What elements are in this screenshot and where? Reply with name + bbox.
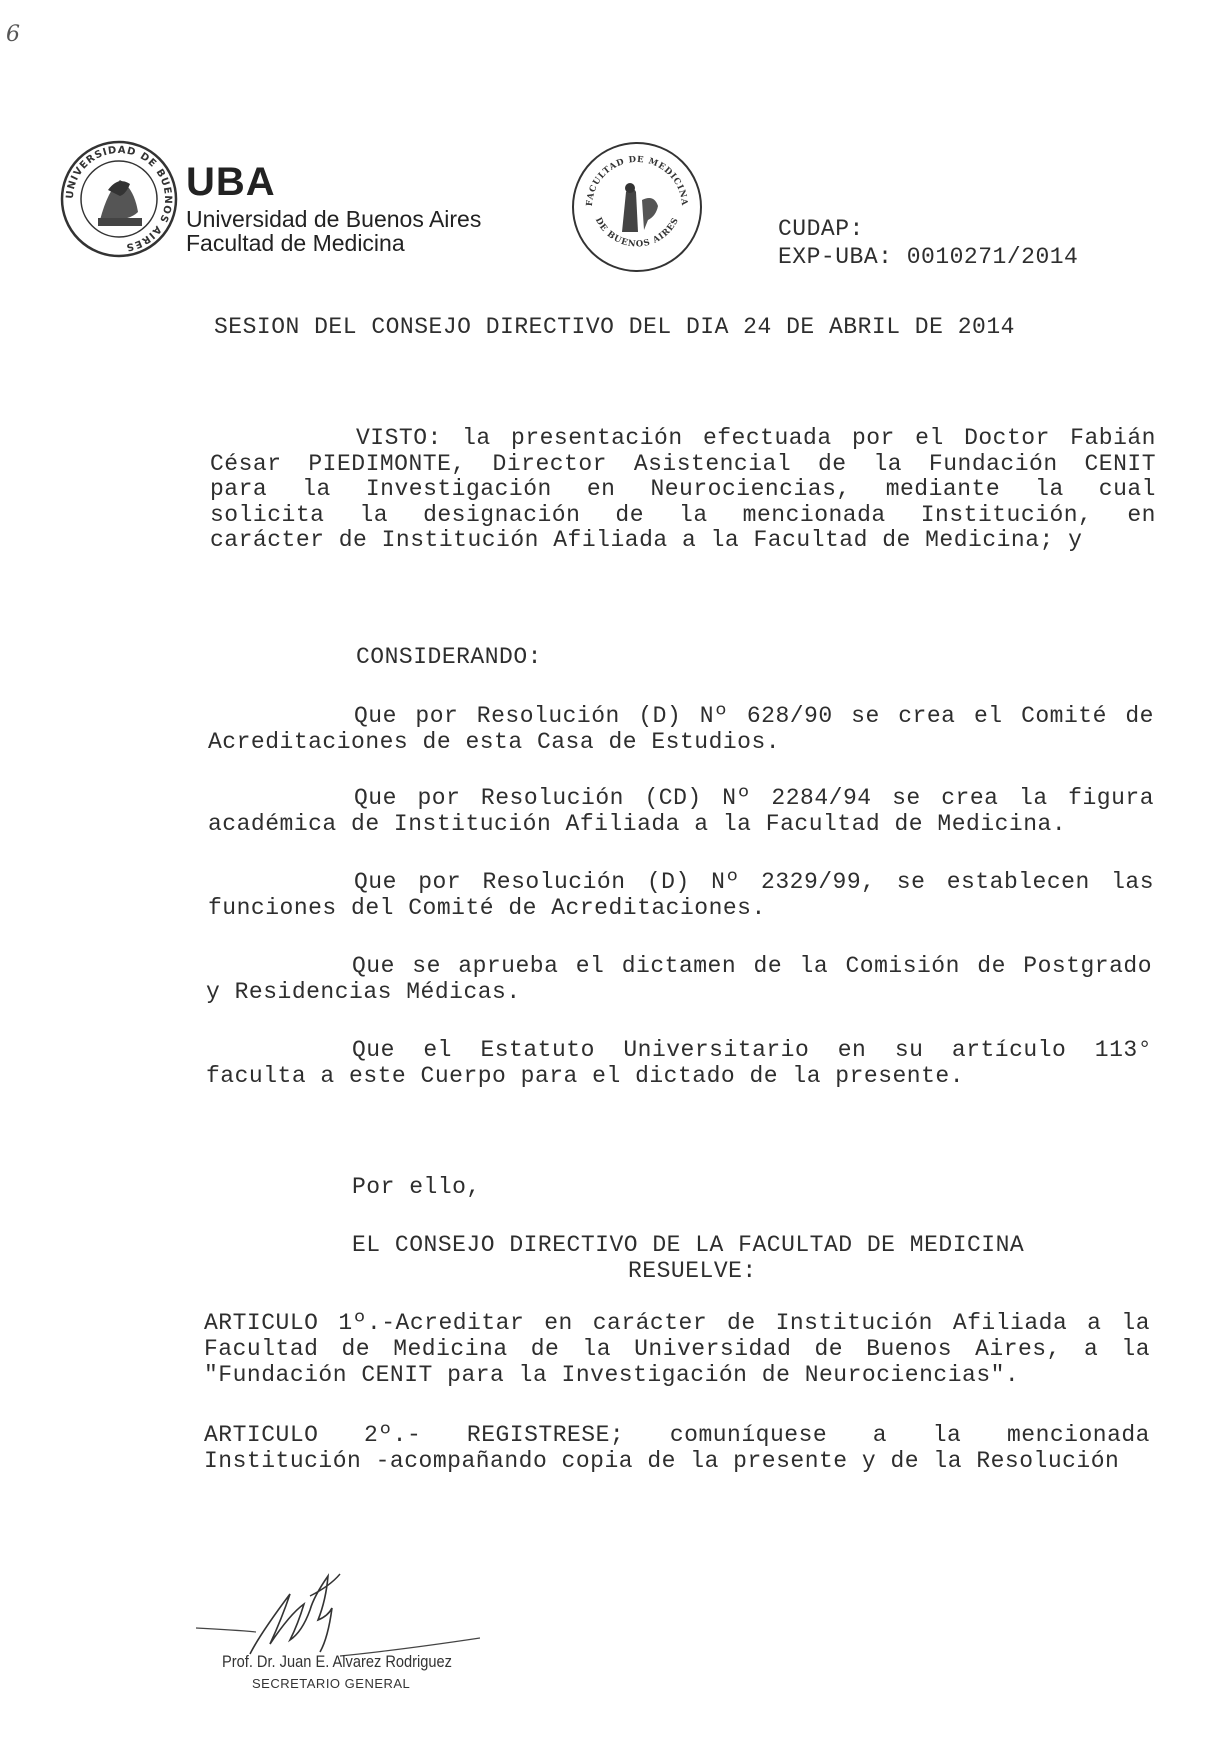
considerando-1 <box>208 704 1154 755</box>
seal-bottom-text: DE BUENOS AIRES <box>592 215 682 250</box>
articulo-line: Facultad de Medicina de la Universidad de Buenos Aires, a la <box>204 1336 1150 1362</box>
considerando-3 <box>208 870 1154 921</box>
visto-line: VISTO: la presentación efectuada por el Doctor Fabián <box>356 425 1156 451</box>
articulo-line: ARTICULO 2º.- REGISTRESE; comuníquese a la mencionada <box>204 1422 1150 1448</box>
articulo-line: ARTICULO 1º.-Acreditar en carácter de Institución Afiliada a la <box>204 1310 1150 1336</box>
university-name: Universidad de Buenos Aires <box>186 206 482 232</box>
resuelve-heading: RESUELVE: <box>628 1258 757 1284</box>
faculty-name: Facultad de Medicina <box>186 230 405 256</box>
articulo-line: "Fundación CENIT para la Investigación de Neurociencias". <box>204 1362 1020 1388</box>
por-ello: Por ello, <box>352 1174 481 1200</box>
articulo-line: Institución -acompañando copia de la presente y de la Resolución <box>204 1448 1120 1474</box>
svg-text:FACULTAD DE MEDICINA <box>585 155 689 207</box>
considerando-first-line: Que por Resolución (D) Nº 628/90 se crea el Comité de <box>354 703 1154 729</box>
articulo-2 <box>204 1422 1150 1474</box>
seal-top-text: FACULTAD DE MEDICINA <box>584 154 690 207</box>
considerando-first-line: Que se aprueba el dictamen de la Comisión de Postgrado <box>352 953 1152 979</box>
signatory-name: Prof. Dr. Juan E. Alvarez Rodriguez <box>222 1652 452 1671</box>
considerando-rest-line: Acreditaciones de esta Casa de Estudios. <box>208 728 781 755</box>
considerando-first-line: Que por Resolución (CD) Nº 2284/94 se crea la figura <box>354 785 1154 811</box>
considerando-2 <box>208 786 1154 837</box>
visto-paragraph <box>210 426 1156 554</box>
considerando-rest-line: académica de Institución Afiliada a la Facultad de Medicina. <box>208 810 1067 837</box>
considerando-title: CONSIDERANDO: <box>356 644 542 670</box>
consejo-heading: EL CONSEJO DIRECTIVO DE LA FACULTAD DE MEDICINA <box>352 1232 1025 1258</box>
uba-seal-text: UNIVERSIDAD DE BUENOS AIRES <box>64 144 174 253</box>
uba-logo-text: UBA <box>186 160 276 204</box>
faculty-seal-logo <box>570 140 704 274</box>
visto-line: solicita la designación de la mencionada Institución, en <box>210 501 1156 528</box>
visto-line: César PIEDIMONTE, Director Asistencial de la Fundación CENIT <box>210 450 1156 477</box>
session-title: SESION DEL CONSEJO DIRECTIVO DEL DIA 24 DE ABRIL DE 2014 <box>214 314 1015 340</box>
visto-line: para la Investigación en Neurociencias, mediante la cual <box>210 476 1156 502</box>
considerando-5 <box>206 1038 1152 1089</box>
exp-number: EXP-UBA: 0010271/2014 <box>778 244 1079 270</box>
considerando-4 <box>206 954 1152 1005</box>
corner-mark: 6 <box>6 22 20 47</box>
handwritten-signature <box>190 1566 480 1666</box>
signatory-title: SECRETARIO GENERAL <box>252 1676 411 1691</box>
visto-line: carácter de Institución Afiliada a la Facultad de Medicina; y <box>210 527 1083 553</box>
considerando-rest-line: funciones del Comité de Acreditaciones. <box>208 894 766 921</box>
considerando-rest-line: faculta a este Cuerpo para el dictado de la presente. <box>206 1062 965 1089</box>
cudap-label: CUDAP: <box>778 216 864 242</box>
uba-seal-logo <box>60 140 178 258</box>
considerando-first-line: Que el Estatuto Universitario en su artículo 113° <box>352 1037 1152 1063</box>
considerando-first-line: Que por Resolución (D) Nº 2329/99, se establecen las <box>354 869 1154 895</box>
articulo-1 <box>204 1310 1150 1388</box>
considerando-rest-line: y Residencias Médicas. <box>206 978 521 1005</box>
